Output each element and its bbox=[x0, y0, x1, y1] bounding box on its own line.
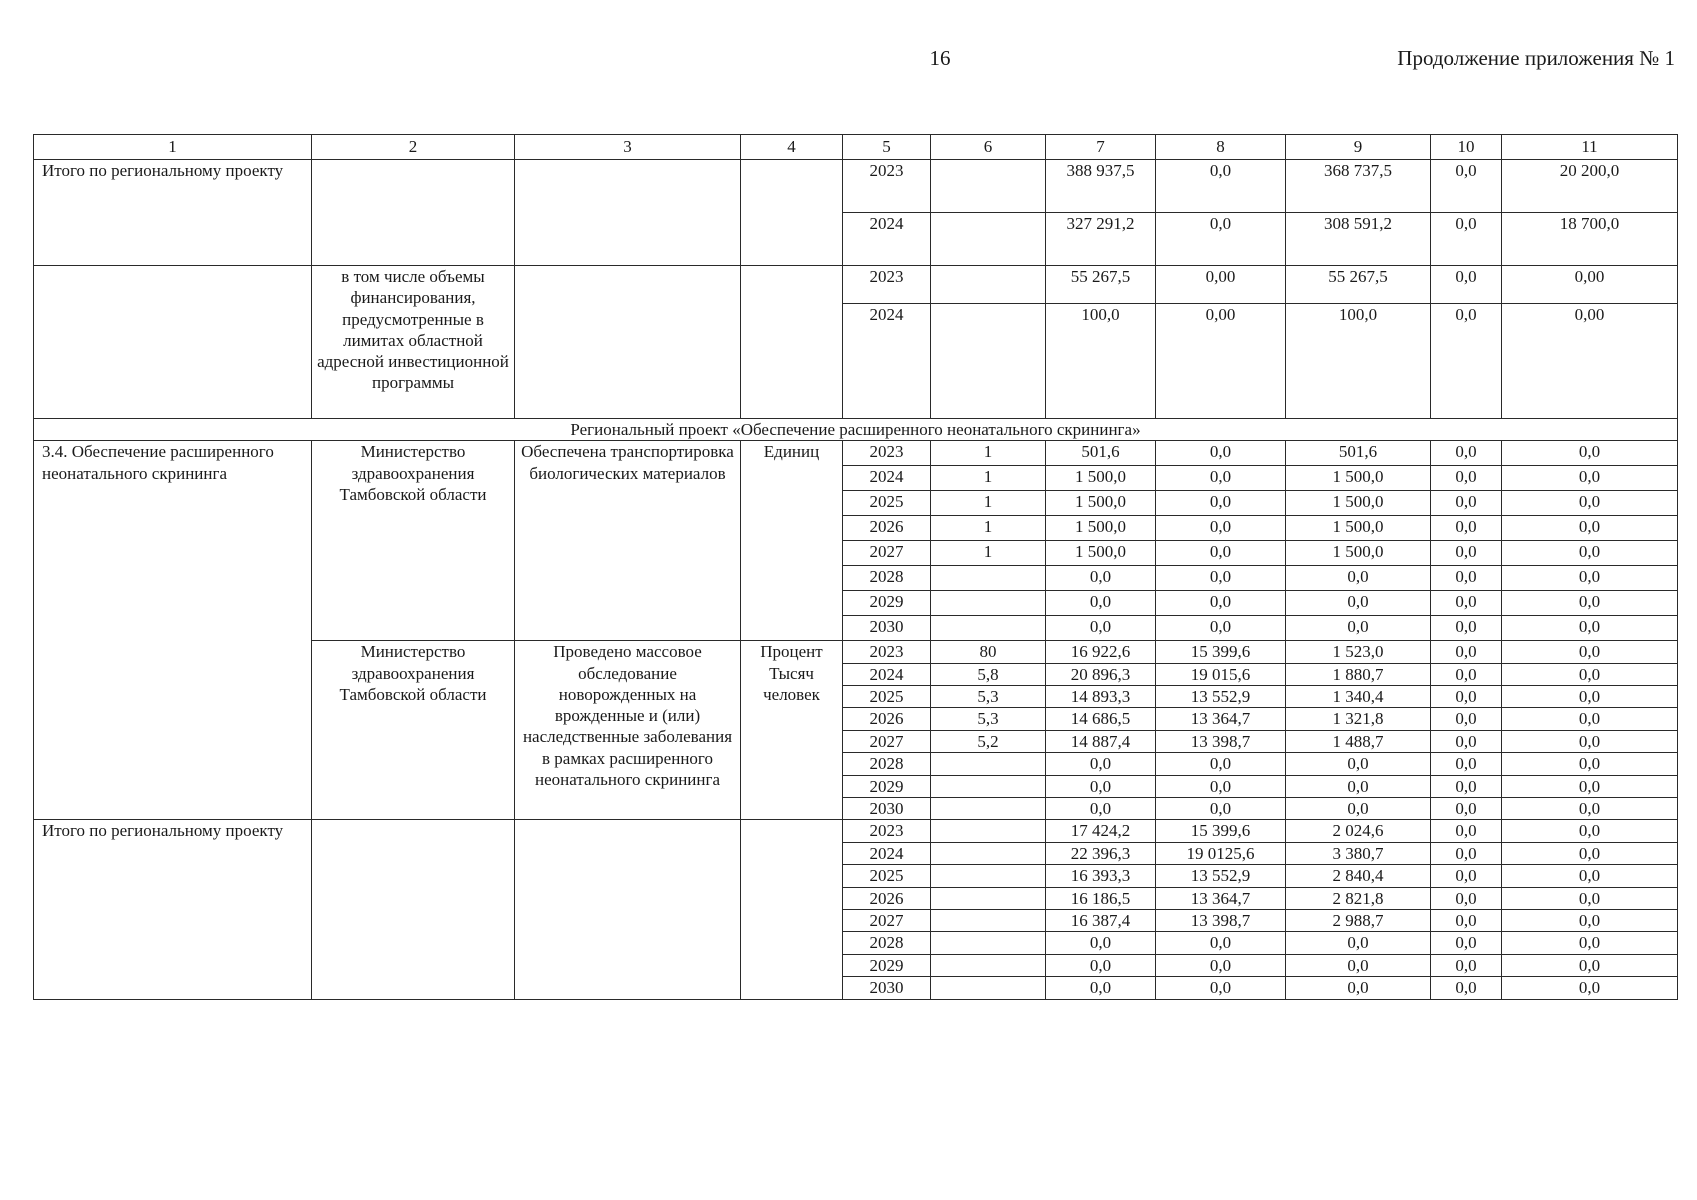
value-cell-8: 19 0125,6 bbox=[1156, 842, 1286, 864]
value-cell-6: 1 bbox=[931, 466, 1046, 491]
value-cell-11: 0,0 bbox=[1502, 977, 1678, 999]
value-cell-11: 0,0 bbox=[1502, 820, 1678, 842]
value-cell-7: 16 186,5 bbox=[1046, 887, 1156, 909]
result-cell: Проведено массовое обследование новорожденных на врожденные и (или) наследственные заболевания в рамках расширенного неонатального скрининга bbox=[515, 641, 741, 820]
table-row bbox=[34, 441, 1678, 466]
year-cell: 2024 bbox=[843, 663, 931, 685]
value-cell-10: 0,0 bbox=[1431, 516, 1502, 541]
value-cell-8: 0,0 bbox=[1156, 491, 1286, 516]
year-cell: 2028 bbox=[843, 566, 931, 591]
value-cell-11: 0,0 bbox=[1502, 730, 1678, 752]
value-cell-6 bbox=[931, 865, 1046, 887]
value-cell-8: 0,0 bbox=[1156, 932, 1286, 954]
value-cell-8: 13 364,7 bbox=[1156, 708, 1286, 730]
value-cell-6 bbox=[931, 304, 1046, 419]
value-cell-8: 19 015,6 bbox=[1156, 663, 1286, 685]
column-number: 5 bbox=[843, 135, 931, 160]
value-cell-7: 0,0 bbox=[1046, 566, 1156, 591]
column-number: 6 bbox=[931, 135, 1046, 160]
value-cell-11: 0,0 bbox=[1502, 466, 1678, 491]
unit-cell: Процент Тысяч человек bbox=[741, 641, 843, 820]
value-cell-9: 0,0 bbox=[1286, 616, 1431, 641]
value-cell-7: 0,0 bbox=[1046, 932, 1156, 954]
value-cell-8: 0,0 bbox=[1156, 591, 1286, 616]
value-cell-7: 14 887,4 bbox=[1046, 730, 1156, 752]
value-cell-11: 0,0 bbox=[1502, 541, 1678, 566]
value-cell-11: 0,0 bbox=[1502, 641, 1678, 663]
value-cell-6: 5,8 bbox=[931, 663, 1046, 685]
value-cell-8: 0,00 bbox=[1156, 304, 1286, 419]
value-cell-10: 0,0 bbox=[1431, 663, 1502, 685]
value-cell-11: 0,0 bbox=[1502, 753, 1678, 775]
value-cell-6 bbox=[931, 909, 1046, 931]
year-cell: 2028 bbox=[843, 753, 931, 775]
value-cell-9: 1 500,0 bbox=[1286, 516, 1431, 541]
value-cell-8: 0,0 bbox=[1156, 441, 1286, 466]
value-cell-6: 1 bbox=[931, 516, 1046, 541]
total-label: Итого по региональному проекту bbox=[34, 820, 312, 999]
value-cell-7: 20 896,3 bbox=[1046, 663, 1156, 685]
value-cell-8: 0,0 bbox=[1156, 466, 1286, 491]
value-cell-7: 16 387,4 bbox=[1046, 909, 1156, 931]
column-number: 1 bbox=[34, 135, 312, 160]
value-cell-8: 0,0 bbox=[1156, 516, 1286, 541]
value-cell-9: 368 737,5 bbox=[1286, 160, 1431, 213]
value-cell-10: 0,0 bbox=[1431, 491, 1502, 516]
value-cell-6 bbox=[931, 954, 1046, 976]
value-cell-8: 0,0 bbox=[1156, 566, 1286, 591]
value-cell-11: 0,0 bbox=[1502, 865, 1678, 887]
value-cell-7: 0,0 bbox=[1046, 753, 1156, 775]
year-cell: 2023 bbox=[843, 441, 931, 466]
value-cell-7: 388 937,5 bbox=[1046, 160, 1156, 213]
value-cell-9: 2 988,7 bbox=[1286, 909, 1431, 931]
value-cell-8: 13 398,7 bbox=[1156, 909, 1286, 931]
value-cell-6: 5,2 bbox=[931, 730, 1046, 752]
year-cell: 2024 bbox=[843, 304, 931, 419]
year-cell: 2026 bbox=[843, 708, 931, 730]
year-cell: 2025 bbox=[843, 491, 931, 516]
value-cell-8: 0,00 bbox=[1156, 266, 1286, 304]
empty-cell bbox=[515, 820, 741, 999]
value-cell-7: 0,0 bbox=[1046, 591, 1156, 616]
value-cell-6 bbox=[931, 266, 1046, 304]
value-cell-11: 0,0 bbox=[1502, 516, 1678, 541]
column-number: 2 bbox=[312, 135, 515, 160]
year-cell: 2029 bbox=[843, 954, 931, 976]
column-number: 10 bbox=[1431, 135, 1502, 160]
value-cell-7: 1 500,0 bbox=[1046, 516, 1156, 541]
value-cell-11: 0,00 bbox=[1502, 266, 1678, 304]
value-cell-10: 0,0 bbox=[1431, 441, 1502, 466]
value-cell-6 bbox=[931, 820, 1046, 842]
value-cell-10: 0,0 bbox=[1431, 591, 1502, 616]
value-cell-9: 0,0 bbox=[1286, 775, 1431, 797]
value-cell-11: 0,0 bbox=[1502, 887, 1678, 909]
value-cell-6 bbox=[931, 591, 1046, 616]
value-cell-9: 2 024,6 bbox=[1286, 820, 1431, 842]
value-cell-10: 0,0 bbox=[1431, 616, 1502, 641]
value-cell-9: 501,6 bbox=[1286, 441, 1431, 466]
year-cell: 2030 bbox=[843, 977, 931, 999]
empty-cell bbox=[312, 160, 515, 266]
empty-cell bbox=[741, 820, 843, 999]
value-cell-10: 0,0 bbox=[1431, 842, 1502, 864]
year-cell: 2030 bbox=[843, 797, 931, 819]
year-cell: 2026 bbox=[843, 887, 931, 909]
value-cell-8: 0,0 bbox=[1156, 954, 1286, 976]
value-cell-7: 0,0 bbox=[1046, 616, 1156, 641]
year-cell: 2028 bbox=[843, 932, 931, 954]
value-cell-9: 2 821,8 bbox=[1286, 887, 1431, 909]
value-cell-6: 1 bbox=[931, 441, 1046, 466]
value-cell-11: 0,0 bbox=[1502, 797, 1678, 819]
value-cell-10: 0,0 bbox=[1431, 730, 1502, 752]
value-cell-8: 15 399,6 bbox=[1156, 820, 1286, 842]
value-cell-8: 13 364,7 bbox=[1156, 887, 1286, 909]
empty-cell bbox=[312, 820, 515, 999]
value-cell-11: 18 700,0 bbox=[1502, 213, 1678, 266]
value-cell-8: 13 552,9 bbox=[1156, 865, 1286, 887]
value-cell-6 bbox=[931, 797, 1046, 819]
value-cell-10: 0,0 bbox=[1431, 304, 1502, 419]
value-cell-9: 1 488,7 bbox=[1286, 730, 1431, 752]
value-cell-10: 0,0 bbox=[1431, 775, 1502, 797]
value-cell-8: 0,0 bbox=[1156, 213, 1286, 266]
value-cell-10: 0,0 bbox=[1431, 820, 1502, 842]
value-cell-11: 0,0 bbox=[1502, 909, 1678, 931]
column-number: 8 bbox=[1156, 135, 1286, 160]
value-cell-11: 0,0 bbox=[1502, 842, 1678, 864]
value-cell-7: 0,0 bbox=[1046, 775, 1156, 797]
value-cell-11: 0,0 bbox=[1502, 591, 1678, 616]
value-cell-6 bbox=[931, 775, 1046, 797]
value-cell-10: 0,0 bbox=[1431, 954, 1502, 976]
value-cell-8: 0,0 bbox=[1156, 797, 1286, 819]
including-label: в том числе объемы финансирования, предусмотренные в лимитах областной адресной инвестиционной программы bbox=[312, 266, 515, 419]
value-cell-10: 0,0 bbox=[1431, 641, 1502, 663]
empty-cell bbox=[741, 266, 843, 419]
value-cell-10: 0,0 bbox=[1431, 213, 1502, 266]
value-cell-9: 0,0 bbox=[1286, 591, 1431, 616]
value-cell-7: 1 500,0 bbox=[1046, 466, 1156, 491]
value-cell-8: 13 398,7 bbox=[1156, 730, 1286, 752]
value-cell-11: 0,0 bbox=[1502, 775, 1678, 797]
value-cell-6 bbox=[931, 566, 1046, 591]
value-cell-8: 15 399,6 bbox=[1156, 641, 1286, 663]
year-cell: 2023 bbox=[843, 160, 931, 213]
value-cell-11: 0,0 bbox=[1502, 491, 1678, 516]
year-cell: 2023 bbox=[843, 266, 931, 304]
value-cell-10: 0,0 bbox=[1431, 797, 1502, 819]
year-cell: 2024 bbox=[843, 466, 931, 491]
value-cell-10: 0,0 bbox=[1431, 266, 1502, 304]
table-row bbox=[34, 266, 1678, 304]
value-cell-6 bbox=[931, 887, 1046, 909]
value-cell-10: 0,0 bbox=[1431, 686, 1502, 708]
value-cell-10: 0,0 bbox=[1431, 541, 1502, 566]
value-cell-9: 1 340,4 bbox=[1286, 686, 1431, 708]
year-cell: 2026 bbox=[843, 516, 931, 541]
value-cell-11: 20 200,0 bbox=[1502, 160, 1678, 213]
page-number: 16 bbox=[929, 46, 951, 70]
executor-cell: Министерство здравоохранения Тамбовской области bbox=[312, 441, 515, 641]
section-title: Региональный проект «Обеспечение расширенного неонатального скрининга» bbox=[34, 419, 1678, 441]
year-cell: 2024 bbox=[843, 213, 931, 266]
year-cell: 2023 bbox=[843, 820, 931, 842]
value-cell-7: 501,6 bbox=[1046, 441, 1156, 466]
value-cell-9: 3 380,7 bbox=[1286, 842, 1431, 864]
value-cell-9: 0,0 bbox=[1286, 753, 1431, 775]
value-cell-7: 1 500,0 bbox=[1046, 541, 1156, 566]
value-cell-11: 0,0 bbox=[1502, 932, 1678, 954]
value-cell-11: 0,0 bbox=[1502, 566, 1678, 591]
value-cell-10: 0,0 bbox=[1431, 160, 1502, 213]
section-title-row bbox=[34, 419, 1678, 441]
value-cell-7: 0,0 bbox=[1046, 797, 1156, 819]
value-cell-7: 1 500,0 bbox=[1046, 491, 1156, 516]
value-cell-7: 14 686,5 bbox=[1046, 708, 1156, 730]
empty-cell bbox=[515, 160, 741, 266]
value-cell-9: 0,0 bbox=[1286, 797, 1431, 819]
year-cell: 2025 bbox=[843, 865, 931, 887]
value-cell-8: 0,0 bbox=[1156, 753, 1286, 775]
value-cell-9: 1 500,0 bbox=[1286, 466, 1431, 491]
value-cell-10: 0,0 bbox=[1431, 466, 1502, 491]
value-cell-7: 0,0 bbox=[1046, 954, 1156, 976]
value-cell-9: 1 321,8 bbox=[1286, 708, 1431, 730]
value-cell-8: 0,0 bbox=[1156, 541, 1286, 566]
value-cell-9: 1 500,0 bbox=[1286, 491, 1431, 516]
value-cell-6 bbox=[931, 932, 1046, 954]
value-cell-10: 0,0 bbox=[1431, 708, 1502, 730]
year-cell: 2024 bbox=[843, 842, 931, 864]
value-cell-9: 0,0 bbox=[1286, 977, 1431, 999]
empty-cell bbox=[34, 266, 312, 419]
year-cell: 2023 bbox=[843, 641, 931, 663]
column-number-row bbox=[34, 135, 1678, 160]
value-cell-9: 2 840,4 bbox=[1286, 865, 1431, 887]
table-row bbox=[34, 160, 1678, 213]
value-cell-7: 0,0 bbox=[1046, 977, 1156, 999]
value-cell-11: 0,00 bbox=[1502, 304, 1678, 419]
financing-table bbox=[33, 134, 1678, 1000]
value-cell-7: 16 393,3 bbox=[1046, 865, 1156, 887]
value-cell-6: 1 bbox=[931, 541, 1046, 566]
table-row bbox=[34, 820, 1678, 842]
value-cell-10: 0,0 bbox=[1431, 977, 1502, 999]
value-cell-7: 16 922,6 bbox=[1046, 641, 1156, 663]
value-cell-10: 0,0 bbox=[1431, 753, 1502, 775]
value-cell-8: 0,0 bbox=[1156, 616, 1286, 641]
value-cell-7: 14 893,3 bbox=[1046, 686, 1156, 708]
value-cell-9: 1 880,7 bbox=[1286, 663, 1431, 685]
value-cell-10: 0,0 bbox=[1431, 932, 1502, 954]
value-cell-9: 1 500,0 bbox=[1286, 541, 1431, 566]
value-cell-9: 0,0 bbox=[1286, 954, 1431, 976]
value-cell-8: 0,0 bbox=[1156, 977, 1286, 999]
year-cell: 2029 bbox=[843, 775, 931, 797]
value-cell-11: 0,0 bbox=[1502, 686, 1678, 708]
value-cell-6: 5,3 bbox=[931, 686, 1046, 708]
value-cell-9: 100,0 bbox=[1286, 304, 1431, 419]
value-cell-6: 80 bbox=[931, 641, 1046, 663]
value-cell-10: 0,0 bbox=[1431, 887, 1502, 909]
value-cell-9: 308 591,2 bbox=[1286, 213, 1431, 266]
column-number: 3 bbox=[515, 135, 741, 160]
unit-cell: Единиц bbox=[741, 441, 843, 641]
empty-cell bbox=[741, 160, 843, 266]
value-cell-11: 0,0 bbox=[1502, 616, 1678, 641]
value-cell-7: 22 396,3 bbox=[1046, 842, 1156, 864]
column-number: 11 bbox=[1502, 135, 1678, 160]
value-cell-10: 0,0 bbox=[1431, 909, 1502, 931]
value-cell-11: 0,0 bbox=[1502, 708, 1678, 730]
year-cell: 2027 bbox=[843, 541, 931, 566]
executor-cell: Министерство здравоохранения Тамбовской области bbox=[312, 641, 515, 820]
value-cell-11: 0,0 bbox=[1502, 954, 1678, 976]
year-cell: 2029 bbox=[843, 591, 931, 616]
year-cell: 2025 bbox=[843, 686, 931, 708]
value-cell-6 bbox=[931, 213, 1046, 266]
value-cell-8: 13 552,9 bbox=[1156, 686, 1286, 708]
value-cell-11: 0,0 bbox=[1502, 441, 1678, 466]
result-cell: Обеспечена транспортировка биологических материалов bbox=[515, 441, 741, 641]
value-cell-6: 1 bbox=[931, 491, 1046, 516]
value-cell-7: 55 267,5 bbox=[1046, 266, 1156, 304]
value-cell-6 bbox=[931, 160, 1046, 213]
item-name: 3.4. Обеспечение расширенного неонатального скрининга bbox=[34, 441, 312, 820]
value-cell-9: 0,0 bbox=[1286, 932, 1431, 954]
column-number: 4 bbox=[741, 135, 843, 160]
value-cell-10: 0,0 bbox=[1431, 566, 1502, 591]
value-cell-9: 1 523,0 bbox=[1286, 641, 1431, 663]
value-cell-8: 0,0 bbox=[1156, 775, 1286, 797]
value-cell-8: 0,0 bbox=[1156, 160, 1286, 213]
value-cell-6: 5,3 bbox=[931, 708, 1046, 730]
value-cell-10: 0,0 bbox=[1431, 865, 1502, 887]
value-cell-9: 0,0 bbox=[1286, 566, 1431, 591]
empty-cell bbox=[515, 266, 741, 419]
year-cell: 2027 bbox=[843, 730, 931, 752]
value-cell-7: 100,0 bbox=[1046, 304, 1156, 419]
total-label: Итого по региональному проекту bbox=[34, 160, 312, 266]
value-cell-7: 327 291,2 bbox=[1046, 213, 1156, 266]
column-number: 9 bbox=[1286, 135, 1431, 160]
value-cell-6 bbox=[931, 842, 1046, 864]
value-cell-11: 0,0 bbox=[1502, 663, 1678, 685]
value-cell-6 bbox=[931, 616, 1046, 641]
value-cell-6 bbox=[931, 753, 1046, 775]
value-cell-7: 17 424,2 bbox=[1046, 820, 1156, 842]
value-cell-6 bbox=[931, 977, 1046, 999]
value-cell-9: 55 267,5 bbox=[1286, 266, 1431, 304]
column-number: 7 bbox=[1046, 135, 1156, 160]
year-cell: 2030 bbox=[843, 616, 931, 641]
appendix-note: Продолжение приложения № 1 bbox=[1397, 46, 1675, 70]
year-cell: 2027 bbox=[843, 909, 931, 931]
